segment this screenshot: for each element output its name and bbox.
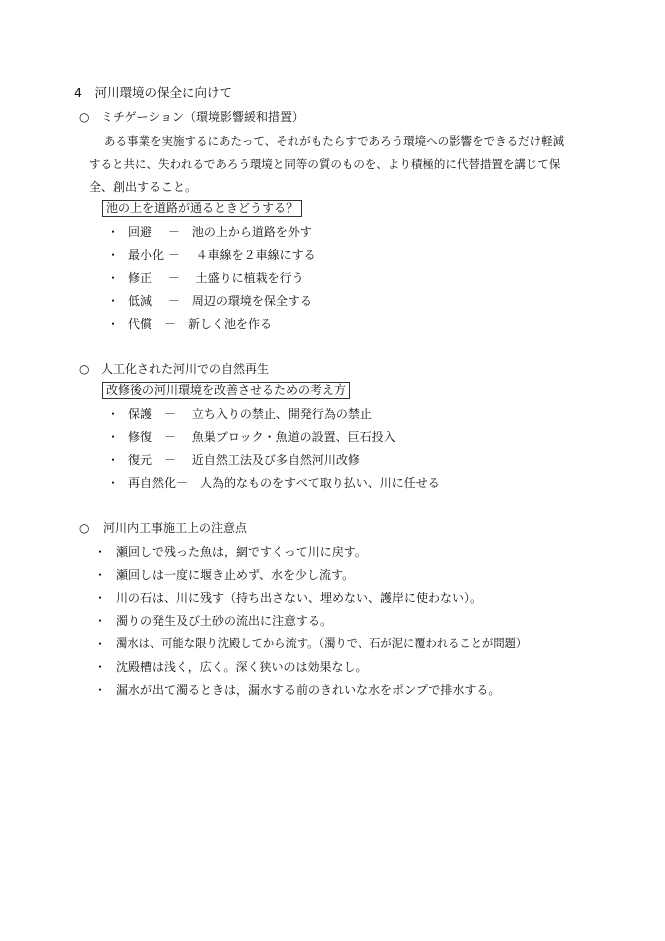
list-item-text: 回避 － 池の上から道路を外す: [128, 225, 312, 239]
bullet: ・: [107, 407, 120, 421]
bullet: ・: [107, 271, 120, 285]
bullet: ・: [94, 637, 107, 651]
list-item-text: 代償 － 新しく池を作る: [128, 317, 273, 331]
list-item-text: 瀬回しは一度に堰き止めず、水を少し流す。: [116, 568, 355, 582]
bullet: ・: [94, 568, 107, 582]
section-1-paragraph-line-3: 全、創出すること。: [89, 180, 198, 194]
bullet: ・: [107, 453, 120, 467]
section-1-title: ミチゲーション（環境影響緩和措置）: [101, 110, 305, 124]
bullet: ・: [94, 591, 107, 605]
bullet: ・: [94, 614, 107, 628]
list-item-text: 保護 － 立ち入りの禁止、開発行為の禁止: [128, 407, 372, 421]
section-2-marker: ○: [79, 362, 90, 376]
list-item-text: 川の石は、川に残す（持ち出さない、埋めない、護岸に使わない）。: [116, 591, 483, 605]
section-2-title: 人工化された河川での自然再生: [101, 362, 270, 376]
bullet: ・: [107, 225, 120, 239]
bullet: ・: [94, 660, 107, 674]
bullet: ・: [107, 317, 120, 331]
list-item-text: 修復 － 魚巣ブロック・魚道の設置、巨石投入: [128, 430, 396, 444]
list-item-text: 濁りの発生及び土砂の流出に注意する。: [116, 614, 333, 628]
list-item-text: 低減 － 周辺の環境を保全する: [128, 294, 312, 308]
list-item-text: 瀬回しで残った魚は，網ですくって川に戻す。: [116, 545, 367, 559]
bullet: ・: [107, 294, 120, 308]
bullet: ・: [107, 430, 120, 444]
section-3-title: 河川内工事施工上の注意点: [103, 521, 248, 535]
bullet: ・: [94, 545, 107, 559]
list-item-text: 最小化 － ４車線を２車線にする: [128, 248, 316, 262]
list-item-text: 再自然化－ 人為的なものをすべて取り払い、川に任せる: [128, 476, 440, 490]
list-item-text: 濁水は、可能な限り沈殿してから流す。（濁りで、石が泥に覆われることが問題）: [116, 637, 528, 650]
list-item-text: 修正 － 土盛りに植栽を行う: [128, 271, 304, 285]
section-1-marker: ○: [79, 110, 90, 124]
bullet: ・: [107, 248, 120, 262]
list-item-text: 漏水が出て濁るときは，漏水する前のきれいな水をポンプで排水する。: [116, 683, 501, 697]
bullet: ・: [107, 476, 120, 490]
list-item-text: 沈殿槽は浅く，広く。深く狭いのは効果なし。: [116, 660, 368, 674]
section-heading: 4 河川環境の保全に向けて: [74, 85, 232, 100]
section-1-paragraph-line-2: すると共に、失われるであろう環境と同等の質のものを、より積極的に代替措置を講じて保: [89, 157, 561, 171]
list-item-text: 復元 － 近自然工法及び多自然河川改修: [128, 453, 360, 467]
section-2-boxed-heading: 改修後の河川環境を改善させるための考え方: [102, 382, 350, 399]
section-1-paragraph-line-1: ある事業を実施するにあたって、それがもたらすであろう環境への影響をできるだけ軽減: [104, 134, 565, 148]
section-1-boxed-question: 池の上を道路が通るときどうする？: [102, 200, 302, 217]
section-3-marker: ○: [79, 521, 90, 535]
bullet: ・: [94, 683, 107, 697]
